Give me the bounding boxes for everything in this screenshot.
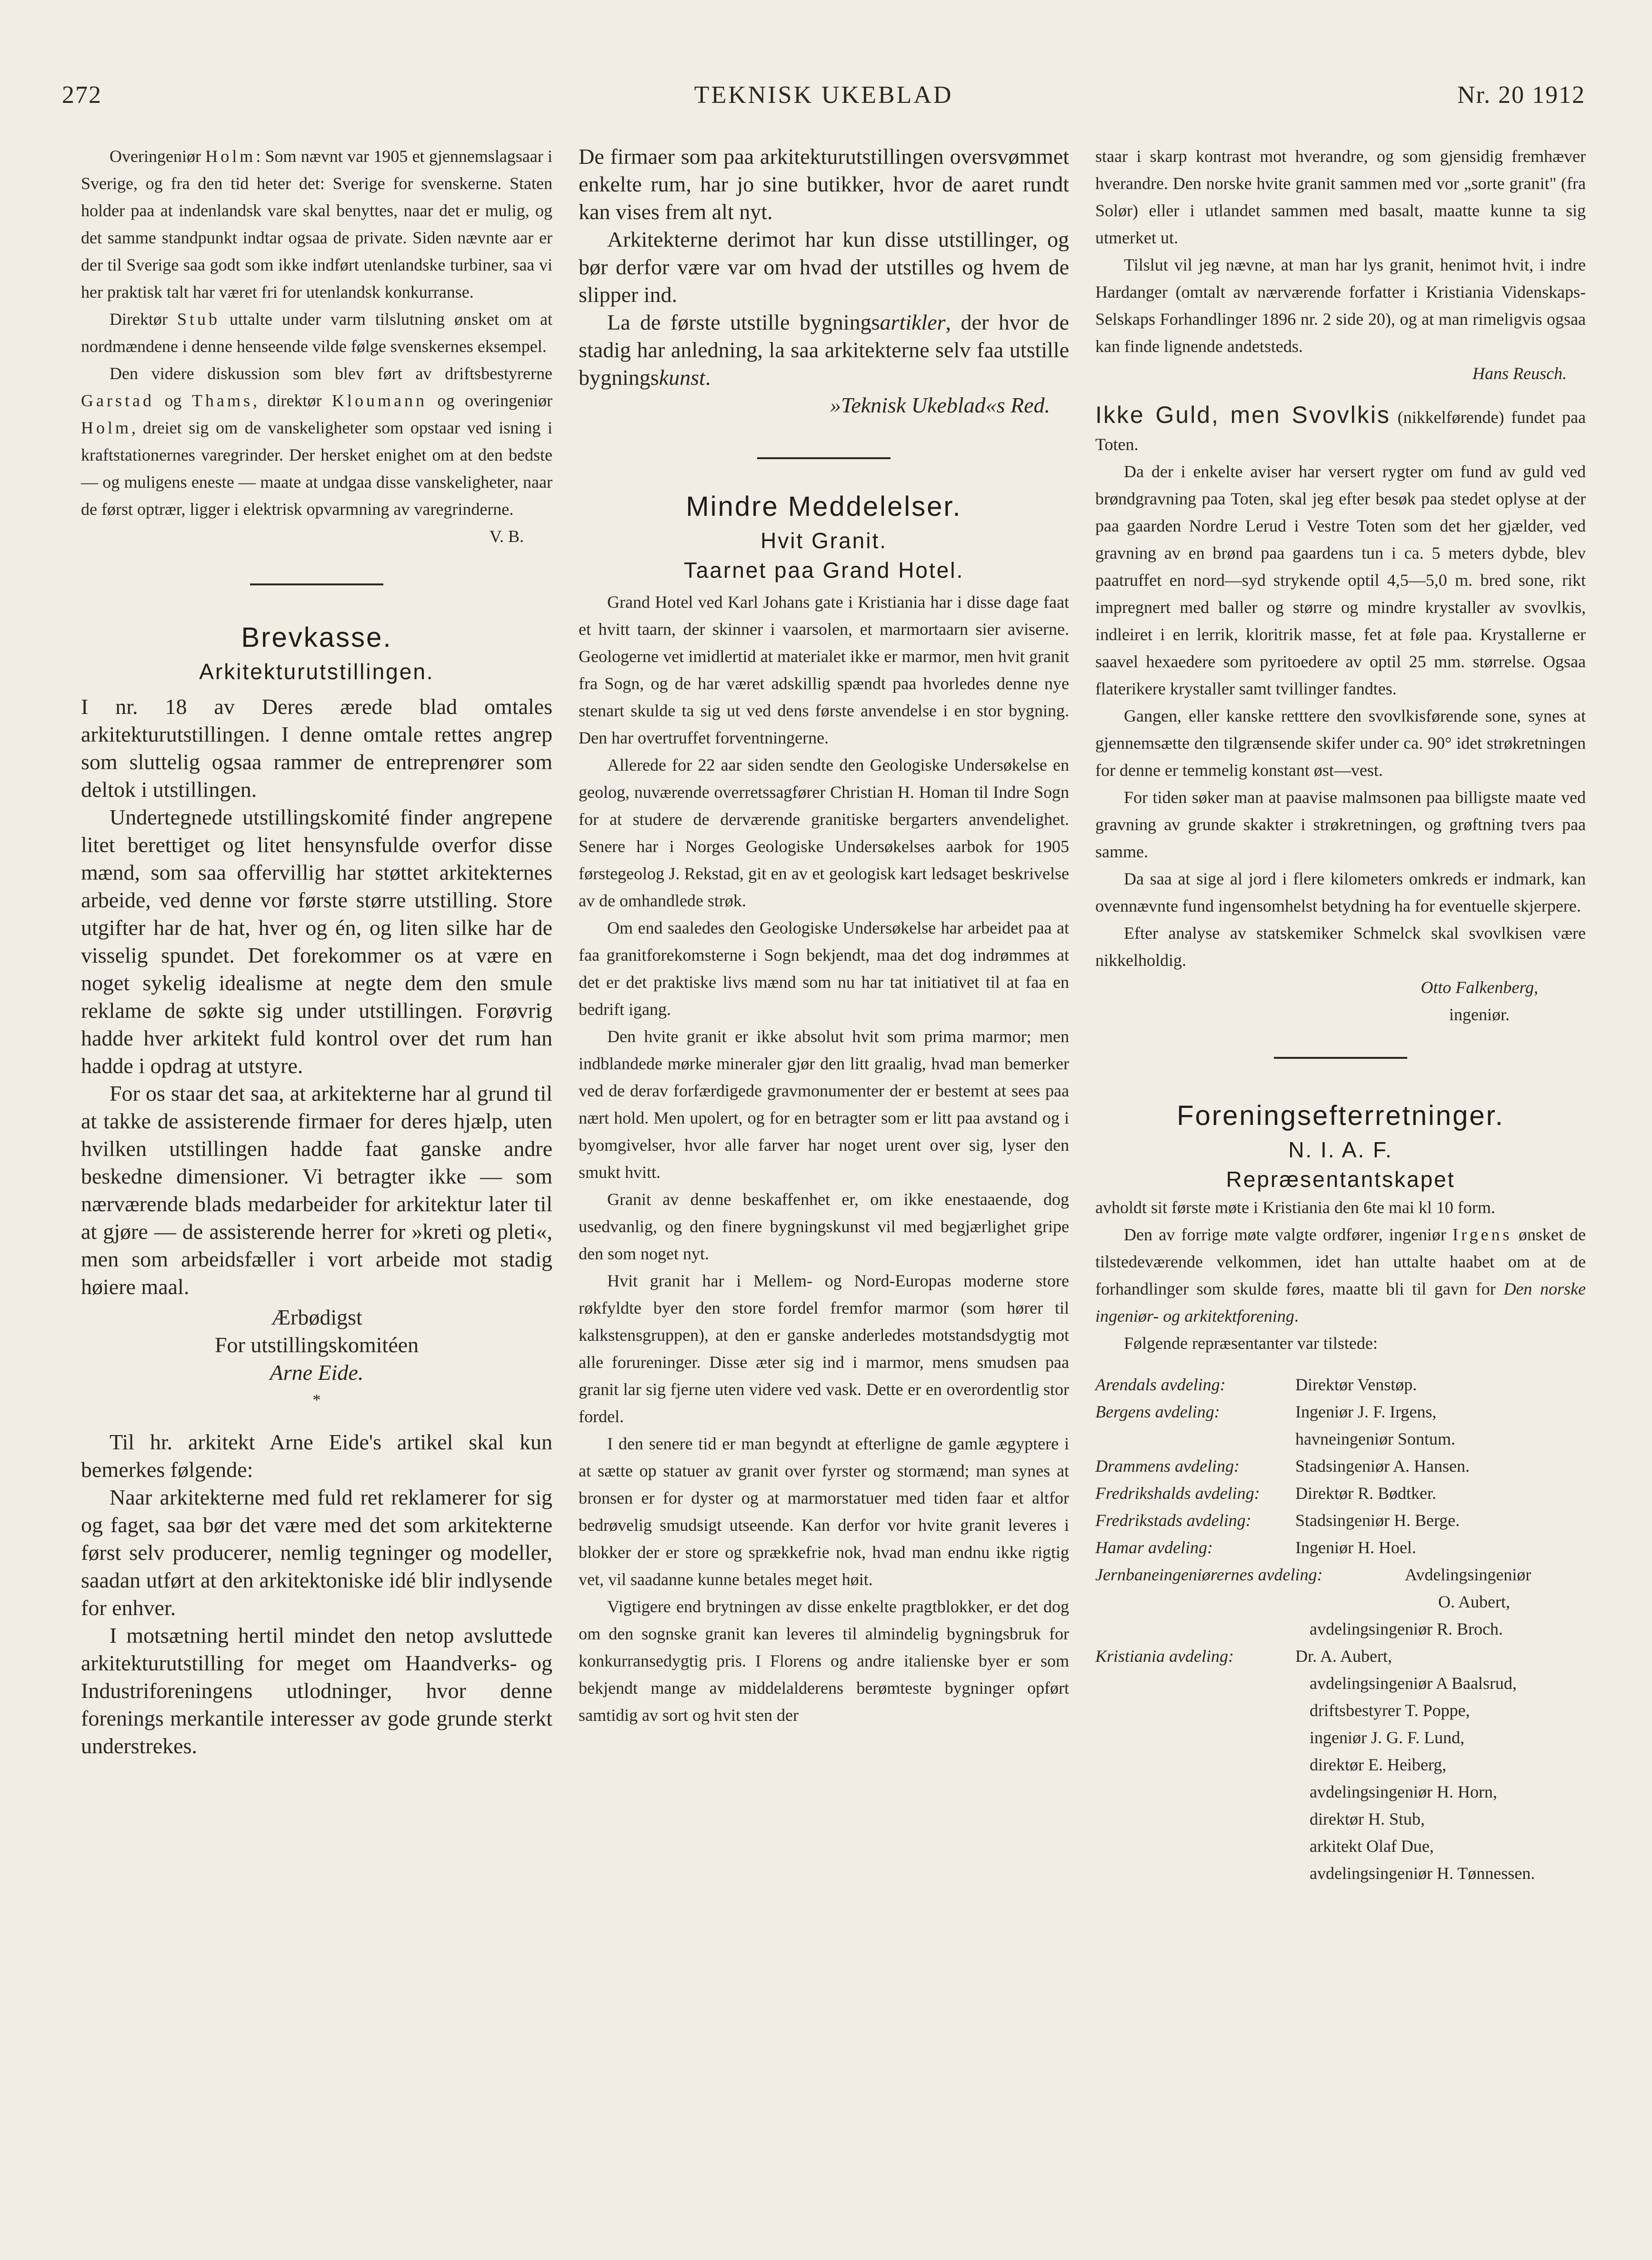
paragraph: Tilslut vil jeg nævne, at man har lys granit, henimot hvit, i indre Hardanger (omtalt av nærværende forfatter i Kristiania Videnskaps-Selskaps Forhandlinger 1896 nr. 2 side 20), og at man rimeligvis ogsaa kan finde lignende andetsteds. bbox=[1095, 255, 1586, 356]
paragraph: I nr. 18 av Deres ærede blad omtales arkitekturutstillingen. I denne omtale rettes angrep som sluttelig ogsaa rammer de entreprenører som deltok i utstillingen. bbox=[81, 694, 552, 802]
paragraph: For os staar det saa, at arkitekterne har al grund til at takke de assisterende firmaer for deres hjælp, uten hvilken utstillingen hadde faat ganske andre beskedne dimensioner. Vi betragter ikke — som nærværende blads medarbeider for arkitektur later til at gjøre — de assisterende herrer for »kreti og pleti«, men som arbeidsfæller i vort arbeide mot stadig høiere maal. bbox=[81, 1081, 552, 1299]
signature: V. B. bbox=[489, 527, 524, 546]
paragraph: Allerede for 22 aar siden sendte den Geologiske Undersøkelse en geolog, nuværende overretssagfører Christian H. Homan til Indre Sogn for at studere de derværende granitiske bergarters anvendelighet. Senere har i Norges Geologiske Undersøkelses aarbok for 1905 førstegeolog J. Rekstad, git en av et geologisk kart ledsaget beskrivelse av de omhandlede strøk. bbox=[579, 755, 1069, 910]
issue-number: Nr. 20 1912 bbox=[1457, 81, 1585, 109]
paragraph: La de første utstille bygningsartikler, der hvor de stadig har anledning, la saa arkitekterne selv faa utstille bygningskunst. bbox=[579, 310, 1069, 390]
rep-row: Fredrikstads avdeling: Stadsingeniør H. Berge. bbox=[1095, 1511, 1460, 1530]
rep-cont: direktør H. Stub, bbox=[1310, 1809, 1425, 1828]
paragraph: Vigtigere end brytningen av disse enkelte pragtblokker, er det dog om den sognske granit kan leveres til almindelig bygningsbruk for konkurransedygtig pris. I Florens og andre italienske byer er som bekjendt mange av middelalderens berømteste bygninger opført samtidig av sort og hvit sten der bbox=[579, 1597, 1069, 1725]
rep-row: Hamar avdeling: Ingeniør H. Hoel. bbox=[1095, 1538, 1416, 1557]
paragraph: Følgende repræsentanter var tilstede: bbox=[1124, 1334, 1378, 1353]
rep-row: Bergens avdeling: Ingeniør J. F. Irgens, bbox=[1095, 1402, 1437, 1421]
column-right bbox=[1095, 143, 1586, 1887]
rep-cont: avdelingsingeniør H. Tønnessen. bbox=[1310, 1864, 1535, 1883]
paragraph: Hvit granit har i Mellem- og Nord-Europas moderne store røkfyldte byer den store fordel fremfor marmor (som hører til kalkstensgruppen), at den er ganske anderledes motstandsdygtig mot alle forureninger. Disse æter sig ind i marmor, mens smudsen paa granit lar sig fjerne uten videre ved vask. Dette er en overordentlig stor fordel. bbox=[579, 1271, 1069, 1426]
section-subtitle: Arkitekturutstillingen. bbox=[199, 659, 434, 684]
column-middle bbox=[579, 143, 1069, 1729]
pyrite-article bbox=[1095, 402, 1586, 1028]
editor-reply bbox=[579, 143, 1069, 419]
paragraph: staar i skarp kontrast mot hverandre, og som gjensidig fremhæver hverandre. Den norske hvite granit sammen med vor „sorte granit" (fra Solør) eller i utlandet sammen med basalt, maatte kunne ta sig utmerket ut. bbox=[1095, 147, 1586, 247]
column-left bbox=[81, 143, 552, 1760]
rep-row: Kristiania avdeling: Dr. A. Aubert, bbox=[1095, 1647, 1392, 1666]
rep-row: havneingeniør Sontum. bbox=[1295, 1429, 1455, 1448]
page-number: 272 bbox=[62, 81, 102, 109]
section-subtitle: N. I. A. F. bbox=[1288, 1137, 1393, 1162]
paragraph: I motsætning hertil mindet den netop avsluttede arkitekturutstilling for meget om Haandverks- og Industriforeningens utlodninger, hvor denne forenings merkantile interesser av gode grunde sterkt understrekes. bbox=[81, 1623, 552, 1758]
separator-star: * bbox=[312, 1391, 321, 1409]
paragraph: Arkitekterne derimot har kun disse utstillinger, og bør derfor være var om hvad der utstilles og hvem de slipper ind. bbox=[579, 227, 1069, 307]
paragraph: Grand Hotel ved Karl Johans gate i Kristiania har i disse dage faat et hvitt taarn, der skinner i vaarsolen, et marmortaarn sier aviserne. Geologerne vet imidlertid at materialet ikke er marmor, men hvit granit fra Sogn, og de har været adskillig spændt paa hvorledes denne nye stenart skulde ta sig ut ved dens første anvendelse i en stor bygning. Den har overtruffet forventningerne. bbox=[579, 593, 1069, 747]
rep-cont: avdelingsingeniør A Baalsrud, bbox=[1310, 1674, 1517, 1693]
letter-signature: Arne Eide. bbox=[270, 1360, 364, 1385]
paragraph: De firmaer som paa arkitekturutstillingen oversvømmet enkelte rum, har jo sine butikker, hvor de aaret rundt kan vises frem alt nyt. bbox=[579, 144, 1069, 224]
rep-row: Drammens avdeling: Stadsingeniør A. Hansen. bbox=[1095, 1456, 1470, 1476]
representatives-list bbox=[1095, 1371, 1586, 1887]
rep-row: Jernbaneingeniørernes avdeling: Avdelingsingeniør bbox=[1095, 1565, 1532, 1584]
rep-row: Arendals avdeling: Direktør Venstøp. bbox=[1095, 1375, 1417, 1394]
section-title: Foreningsefterretninger. bbox=[1177, 1100, 1504, 1131]
paragraph: Til hr. arkitekt Arne Eide's artikel skal kun bemerkes følgende: bbox=[81, 1430, 552, 1482]
rep-cont: avdelingsingeniør H. Horn, bbox=[1310, 1782, 1497, 1801]
section-subtitle: Repræsentantskapet bbox=[1226, 1167, 1455, 1192]
paragraph: Overingeniør Holm: Som nævnt var 1905 et gjennemslagsaar i Sverige, og fra den tid heter det: Sverige for svenskerne. Staten holder paa at indenlandsk vare skal benyttes, naar det er mulig, og det samme standpunkt indtar ogsaa de private. Siden nævnte aar er der til Sverige saa godt som ikke indført utenlandske turbiner, saa vi her praktisk talt har været fri for utenlandsk konkurranse. bbox=[81, 147, 553, 301]
paragraph: I den senere tid er man begyndt at efterligne de gamle ægyptere i at sætte op statuer av granit over fyrster og stormænd; man synes at bronsen er for dyster og at marmorstatuer med tiden faar et altfor bedrøvelig smudsigt utseende. Kan derfor vor hvite granit leveres i blokker der er store og sprækkefrie nok, hvad man endnu ikke rigtig vet, vil saadanne kunne betales meget høit. bbox=[579, 1434, 1069, 1589]
paragraph: For tiden søker man at paavise malmsonen paa billigste maate ved gravning av grunde skakter i strøkretningen, og grøftning tvers paa samme. bbox=[1095, 788, 1586, 861]
rep-cont: avdelingsingeniør R. Broch. bbox=[1310, 1619, 1503, 1638]
rep-cont: direktør E. Heiberg, bbox=[1310, 1755, 1447, 1774]
paragraph: Naar arkitekterne med fuld ret reklamerer for sig og faget, saa bør det være med det som arkitekterne først selv producerer, nemlig tegninger og modeller, saadan utført at den arkitektoniske idé blir indlysende for enhver. bbox=[81, 1485, 552, 1620]
rep-cont: O. Aubert, bbox=[1438, 1592, 1510, 1611]
section-subtitle: Hvit Granit. bbox=[760, 528, 888, 553]
signature: Hans Reusch. bbox=[1472, 364, 1567, 383]
paragraph: Direktør Stub uttalte under varm tilslutning ønsket om at nordmændene i denne henseende vilde følge svenskernes eksempel. bbox=[81, 310, 552, 356]
paragraph: Da der i enkelte aviser har versert rygter om fund av guld ved brøndgravning paa Toten, skal jeg efter besøk paa stedet oplyse at der paa gaarden Nordre Lerud i Vestre Toten som det her gjælder, ved gravning av en brønd paa gaardens tun i ca. 5 meters dybde, blev paatruffet en nord—syd strykende optil 4,5—5,0 m. bred sone, rikt impregnert med baller og større og mindre krystaller av svovlkis, indleiret i en lerrik, kloritrik masse, fet at føle paa. Krystallerne er saavel hexaedere som pyritoedere av optil 25 mm. størrelse. Ogsaa flaterikere krystaller samt tvillinger fandtes. bbox=[1095, 462, 1586, 698]
signature-title: ingeniør. bbox=[1449, 1005, 1510, 1024]
discussion-text bbox=[81, 143, 552, 550]
letter-text bbox=[81, 693, 552, 1760]
journal-title: TEKNISK UKEBLAD bbox=[694, 81, 953, 109]
closing: Ærbødigst bbox=[271, 1305, 362, 1329]
section-subtitle: Taarnet paa Grand Hotel. bbox=[683, 558, 964, 583]
paragraph: Den av forrige møte valgte ordfører, ingeniør Irgens ønsket de tilstedeværende velkommen, idet han uttalte haabet om at de forhandlinger som skulde føres, maatte bli til gavn for Den norske ingeniør- og arkitektforening. bbox=[1095, 1225, 1586, 1326]
rep-cont: driftsbestyrer T. Poppe, bbox=[1310, 1701, 1470, 1720]
paragraph: avholdt sit første møte i Kristiania den 6te mai kl 10 form. bbox=[1095, 1198, 1495, 1217]
granite-article bbox=[579, 589, 1069, 1729]
paragraph: Efter analyse av statskemiker Schmelck skal svovlkisen være nikkelholdig. bbox=[1095, 924, 1586, 970]
article-heading: Ikke Guld, men Svovlkis (nikkelførende) fundet paa Toten. bbox=[1095, 402, 1586, 454]
signature: Otto Falkenberg, bbox=[1421, 978, 1538, 997]
paragraph: Undertegnede utstillingskomité finder angrepene litet berettiget og litet hensynsfulde overfor disse mænd, som saa offervillig har støttet arkitekternes arbeide, ved denne vor første større utstilling. Store utgifter har de hat, hver og én, og liten silke har de visselig spundet. Det forekommer os at være en noget sykelig idealisme at negte dem den smule reklame de søkte sig under utstillingen. Forøvrig hadde hver arkitekt fuld kontrol over det rum han hadde i opdrag at utstyre. bbox=[81, 805, 552, 1078]
rep-row: Fredrikshalds avdeling: Direktør R. Bødtker. bbox=[1095, 1484, 1436, 1503]
paragraph: Da saa at sige al jord i flere kilometers omkreds er indmark, kan ovennævnte fund ingensomhelst betydning ha for eventuelle skjerpere. bbox=[1095, 869, 1586, 915]
association-news bbox=[1095, 1194, 1586, 1357]
section-title: Mindre Meddelelser. bbox=[686, 491, 962, 522]
paragraph: Granit av denne beskaffenhet er, om ikke enestaaende, dog usedvanlig, og den finere bygningskunst vil med begjærlighet gripe den som noget nyt. bbox=[579, 1190, 1069, 1263]
running-header bbox=[62, 81, 1585, 119]
paragraph: Den hvite granit er ikke absolut hvit som prima marmor; men indblandede mørke mineraler gjør den litt graalig, hvad man bemerker ved de derav forfærdigede gravmonumenter der er bestemt at sees paa nært hold. Men upolert, og for en betragter som er litt paa avstand og i byomgivelser, hvor alle farver har noget urent over sig, lyser den smukt hvitt. bbox=[579, 1027, 1069, 1182]
rep-cont: ingeniør J. G. F. Lund, bbox=[1310, 1728, 1465, 1747]
paragraph: Den videre diskussion som blev ført av driftsbestyrerne Garstad og Thams, direktør Kloumann og overingeniør Holm, dreiet sig om de vanskeligheter som opstaar ved isning i kraftstationernes varegrinder. Der hersket enighet om at den bedste — og muligens eneste — maate at undgaa disse vanskeligheter, naar de først optrær, ligger i elektrisk opvarmning av varegrinderne. bbox=[81, 364, 553, 519]
paragraph: Om end saaledes den Geologiske Undersøkelse har arbeidet paa at faa granitforekomsterne i Sogn bekjendt, maa det dog indrømmes at det er det praktiske livs mænd som nu har tat initiativet til at faa en bedrift igang. bbox=[579, 918, 1069, 1019]
paragraph: Gangen, eller kanske retttere den svovlkisførende sone, synes at gjennemsætte den tilgrænsende skifer under ca. 90° idet strøkretningen for denne er temmelig konstant øst—vest. bbox=[1095, 706, 1586, 780]
rep-cont: arkitekt Olaf Due, bbox=[1310, 1837, 1434, 1856]
signature: »Teknisk Ukeblad«s Red. bbox=[830, 393, 1050, 417]
granite-article-cont bbox=[1095, 143, 1586, 387]
closing: For utstillingskomitéen bbox=[214, 1333, 419, 1357]
section-title: Brevkasse. bbox=[241, 622, 392, 653]
